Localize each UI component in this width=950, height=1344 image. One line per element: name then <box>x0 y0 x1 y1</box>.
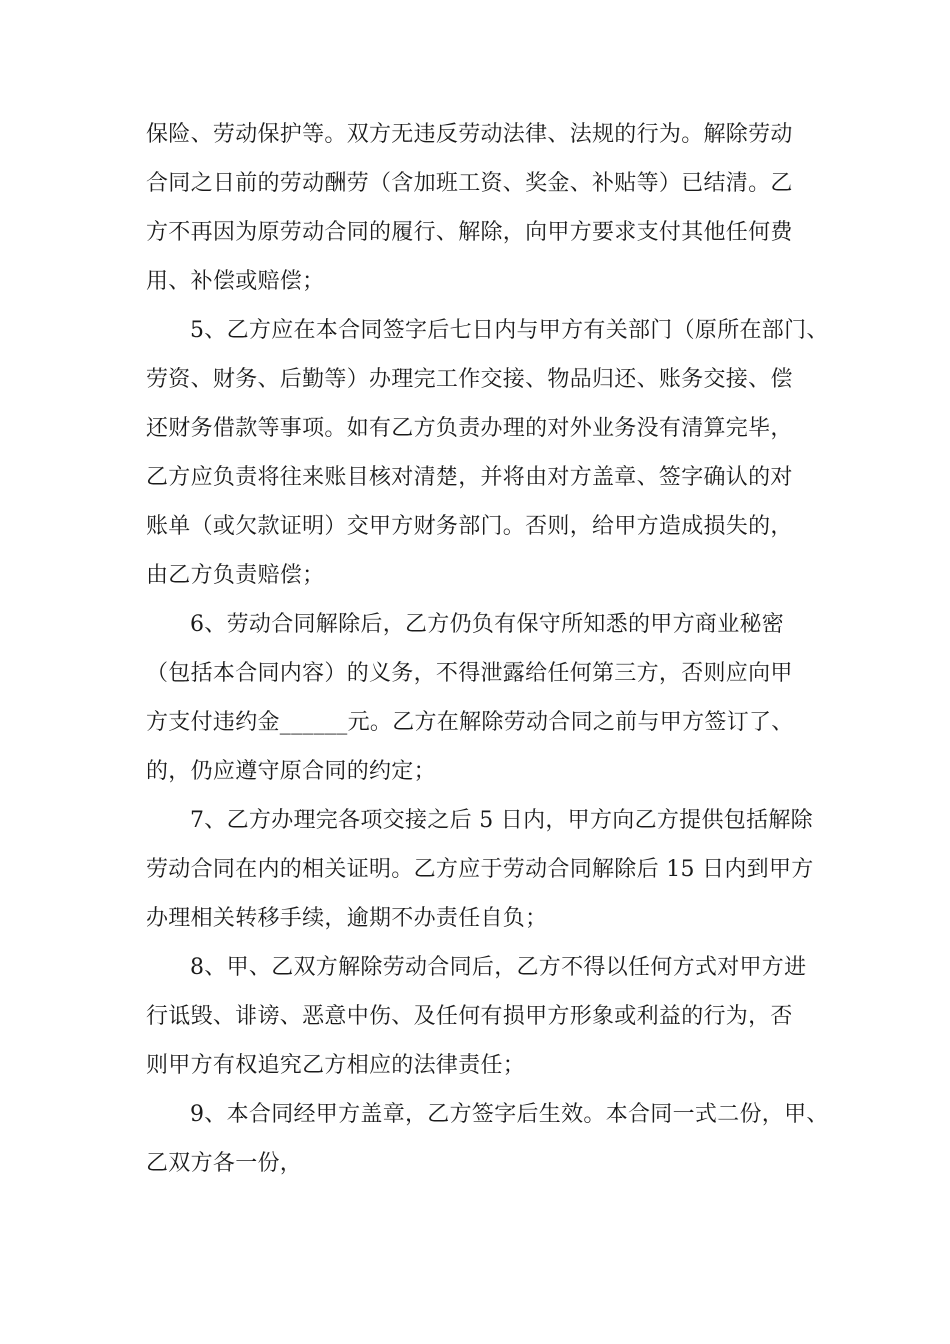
clause-6-start: 6、劳动合同解除后，乙方仍负有保守所知悉的甲方商业秘密 <box>190 612 785 637</box>
clause-5-start: 5、乙方应在本合同签字后七日内与甲方有关部门（原所在部门、 <box>190 318 829 343</box>
text-line: 则甲方有权追究乙方相应的法律责任； <box>146 1053 526 1078</box>
text-line: 用、补偿或赔偿； <box>146 269 325 294</box>
text-line: 的，仍应遵守原合同的约定； <box>146 759 436 784</box>
text-line: 乙双方各一份， <box>146 1151 303 1176</box>
text-line: 还财务借款等事项。如有乙方负责办理的对外业务没有清算完毕， <box>146 416 793 441</box>
text-line: 保险、劳动保护等。双方无违反劳动法律、法规的行为。解除劳动 <box>146 122 793 147</box>
clause-8-start: 8、甲、乙双方解除劳动合同后，乙方不得以任何方式对甲方进 <box>190 955 807 980</box>
text-line: 方不再因为原劳动合同的履行、解除，向甲方要求支付其他任何费 <box>146 220 793 245</box>
text-line: 方支付违约金______元。乙方在解除劳动合同之前与甲方签订了、 <box>146 710 794 735</box>
clause-9-start: 9、本合同经甲方盖章，乙方签字后生效。本合同一式二份，甲、 <box>190 1102 829 1127</box>
text-line: 劳资、财务、后勤等）办理完工作交接、物品归还、账务交接、偿 <box>146 367 793 392</box>
text-line: （包括本合同内容）的义务，不得泄露给任何第三方，否则应向甲 <box>146 661 793 686</box>
text-line: 合同之日前的劳动酬劳（含加班工资、奖金、补贴等）已结清。乙 <box>146 171 793 196</box>
document-body <box>146 110 829 1188</box>
text-line: 办理相关转移手续，逾期不办责任自负； <box>146 906 548 931</box>
text-line: 账单（或欠款证明）交甲方财务部门。否则，给甲方造成损失的， <box>146 514 793 539</box>
text-line: 由乙方负责赔偿； <box>146 563 325 588</box>
text-line: 劳动合同在内的相关证明。乙方应于劳动合同解除后 15 日内到甲方 <box>146 857 814 882</box>
clause-7-start: 7、乙方办理完各项交接之后 5 日内，甲方向乙方提供包括解除 <box>190 808 813 833</box>
text-line: 乙方应负责将往来账目核对清楚，并将由对方盖章、签字确认的对 <box>146 465 793 490</box>
text-line: 行诋毁、诽谤、恶意中伤、及任何有损甲方形象或利益的行为，否 <box>146 1004 793 1029</box>
